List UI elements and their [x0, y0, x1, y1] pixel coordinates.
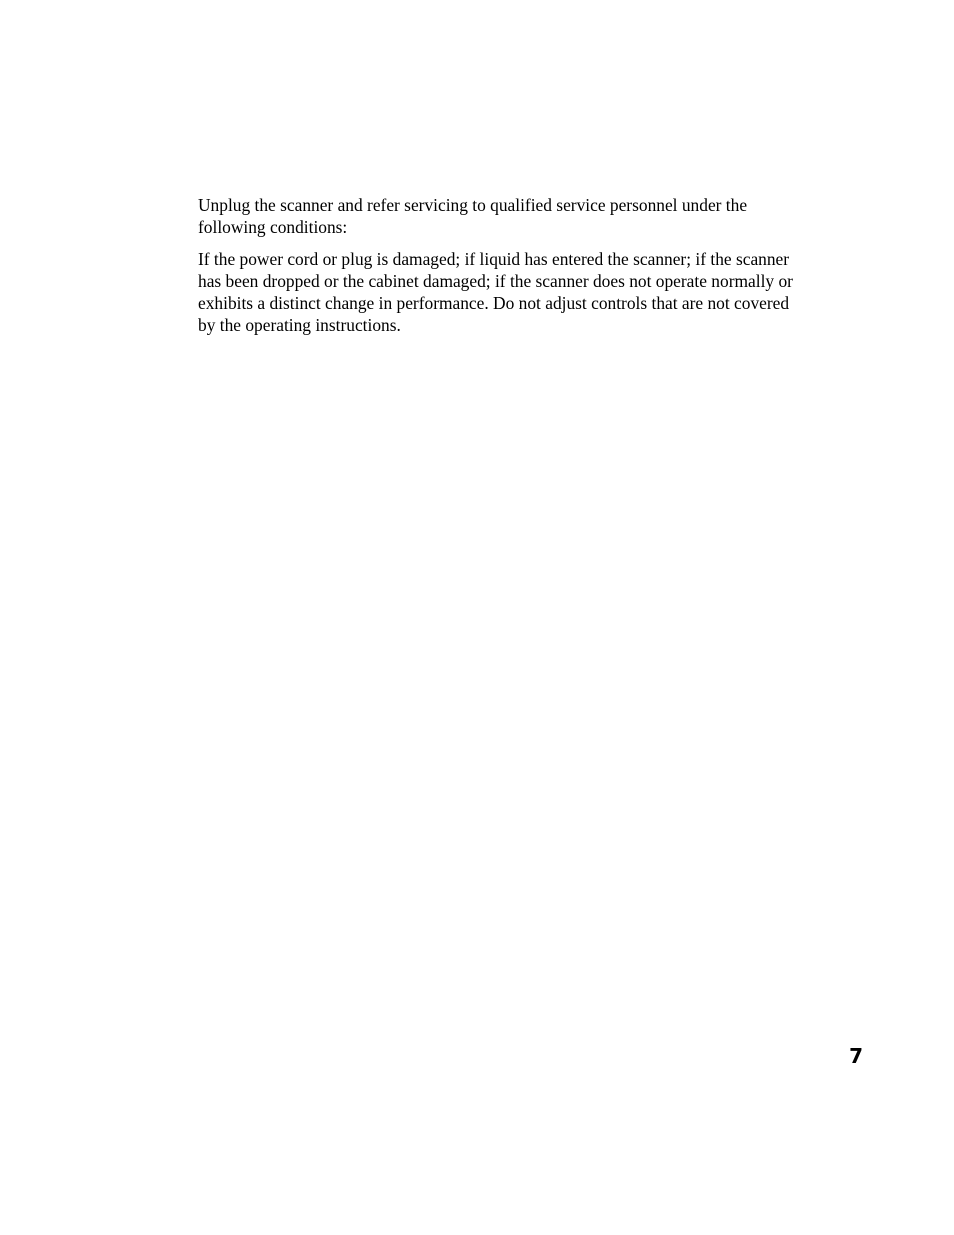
paragraph-unplug-conditions: Unplug the scanner and refer servicing to qualified service personnel under the following conditions: [198, 195, 748, 237]
page-number: 7 [849, 1044, 863, 1068]
paragraph-condition-list: If the power cord or plug is damaged; if liquid has entered the scanner; if the scanner has been dropped or the cabinet damaged; if the scanner does not operate normally or exhibits a distinct change in performance. Do not adjust controls that are not covered by the operating instructions. [198, 249, 793, 335]
body-text [198, 194, 798, 346]
